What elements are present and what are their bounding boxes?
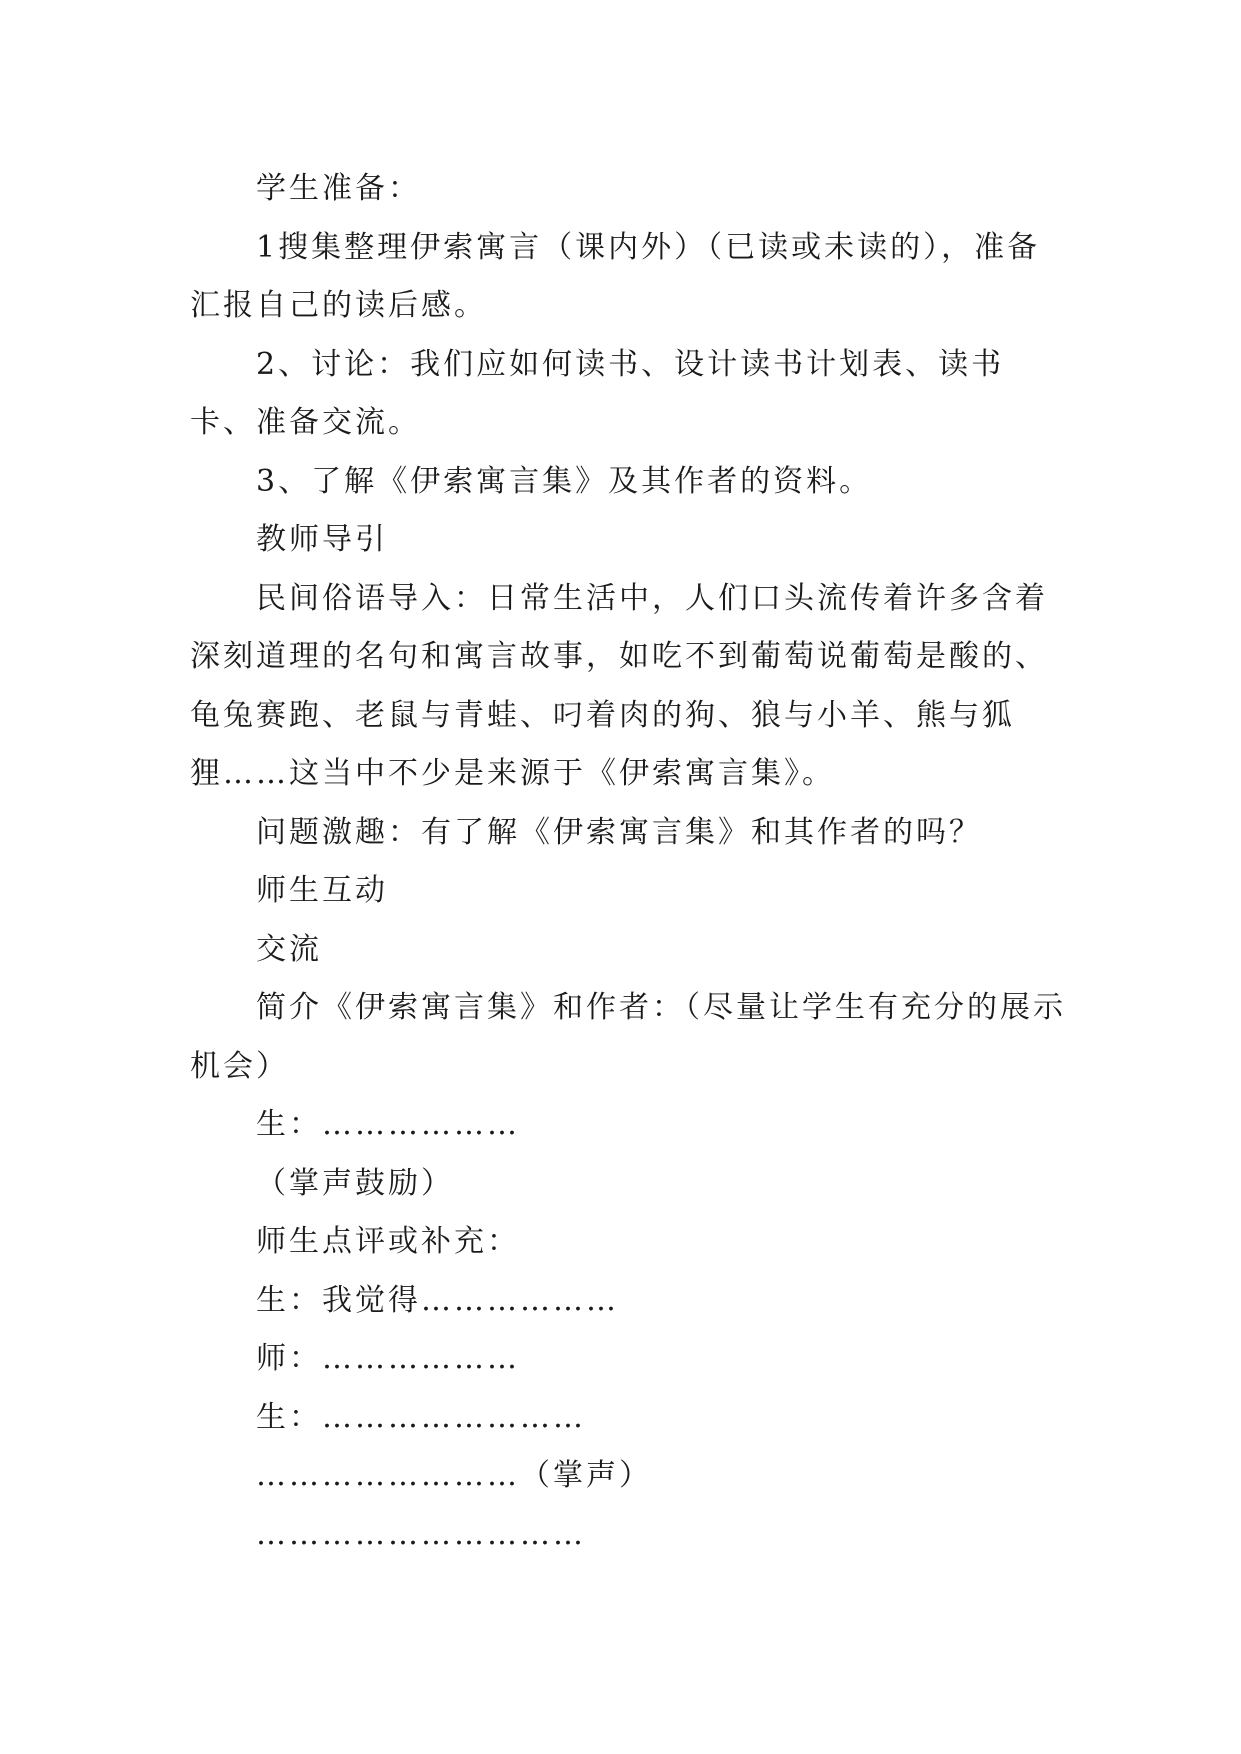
paragraph-teacher-guide-heading: 教师导引 [256,522,388,557]
paragraph-dialogue-line: 师生点评或补充： [256,1224,520,1259]
paragraph-dialogue-line: 生：…………………… [256,1399,586,1435]
paragraph-prep-item-3: 3、了解《伊索寓言集》及其作者的资料。 [256,463,873,499]
paragraph-interaction-heading: 师生互动 [256,873,388,908]
paragraph-introduction: 简介《伊索寓言集》和作者：（尽量让学生有充分的展示机会） [190,990,1066,1084]
paragraph-prep-item-1: 1搜集整理伊索寓言（课内外）（已读或未读的），准备汇报自己的读后感。 [190,229,1041,323]
paragraph-prep-item-2: 2、讨论：我们应如何读书、设计读书计划表、读书卡、准备交流。 [190,346,1005,440]
paragraph-dialogue-line: （掌声鼓励） [256,1165,454,1201]
paragraph-dialogue-line: 生：……………… [256,1107,520,1142]
paragraph-dialogue-line: 生：我觉得……………… [256,1282,619,1318]
paragraph-dialogue-line: 师：……………… [256,1341,520,1376]
paragraph-folk-saying-intro: 民间俗语导入：日常生活中，人们口头流传着许多含着深刻道理的名句和寓言故事，如吃不到葡萄说葡萄是酸的、龟兔赛跑、老鼠与青蛙、叼着肉的狗、狼与小羊、熊与狐狸……这当中不少是来源于《伊索寓言集》。 [190,580,1048,791]
paragraph-question: 问题激趣：有了解《伊索寓言集》和其作者的吗？ [256,814,982,850]
paragraph-dialogue-line: ………………………… [256,1516,586,1552]
paragraph-student-prep-heading: 学生准备： [256,171,421,206]
paragraph-exchange-heading: 交流 [256,931,322,967]
document-body [190,160,1070,1564]
paragraph-dialogue-line: ……………………（掌声） [256,1458,652,1493]
